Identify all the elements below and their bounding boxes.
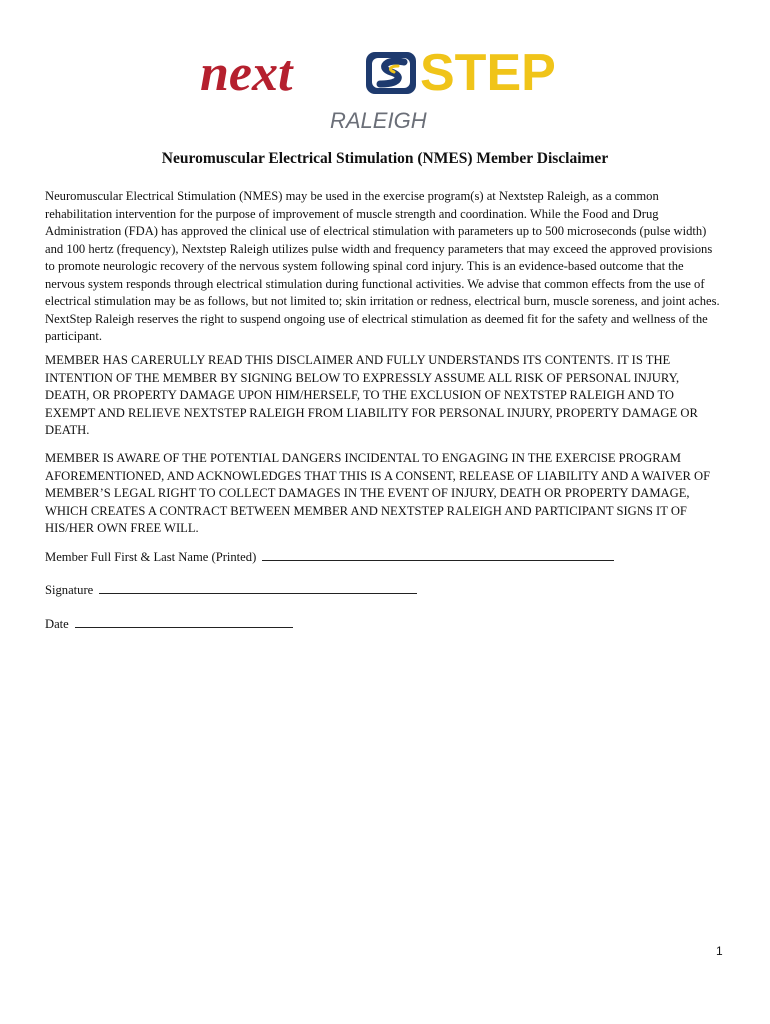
- date-field[interactable]: [75, 615, 293, 628]
- date-label: Date: [45, 617, 69, 631]
- document-title: Neuromuscular Electrical Stimulation (NMES) Member Disclaimer: [161, 150, 609, 167]
- disclaimer-paragraph-nmes: Neuromuscular Electrical Stimulation (NMES) may be used in the exercise program(s) at Nextstep Raleigh, as a common rehabilitation intervention for the purpose of improvement of muscle strength and coordination. While the Food and Drug Administration (FDA) has approved the clinical use of electrical stimulation with parameters up to 500 microseconds (pulse width) and 100 hertz (frequency), Nextstep Raleigh utilizes pulse width and frequency parameters that may exceed the approved provisions to promote neurologic recovery of the nervous system following spinal cord injury. This is an evidence-based outcome that the nervous system responds through electrical stimulation during functional activities. We advise that common effects from the use of electrical stimulation may be as follows, but not limited to; skin irritation or redness, electrical burn, muscle soreness, and joint aches. NextStep Raleigh reserves the right to suspend ongoing use of electrical stimulation as deemed fit for the safety and wellness of the participant.: [45, 189, 720, 343]
- logo-word-next: next: [200, 45, 293, 102]
- nextstep-logo: [198, 44, 578, 134]
- logo-graphic: [198, 44, 578, 134]
- disclaimer-paragraph-risk: MEMBER HAS CARERULLY READ THIS DISCLAIMER AND FULLY UNDERSTANDS ITS CONTENTS. IT IS THE INTENTION OF THE MEMBER BY SIGNING BELOW TO EXPRESSLY ASSUME ALL RISK OF PERSONAL INJURY, DEATH, OR PROPERTY DAMAGE UPON HIM/HERSELF, TO THE EXCLUSION OF NEXTSTEP RALEIGH AND TO EXEMPT AND RELIEVE NEXTSTEP RALEIGH FROM LIABILITY FOR PERSONAL INJURY, PROPERTY DAMAGE OR DEATH.: [45, 353, 698, 437]
- logo-word-raleigh: RALEIGH: [330, 108, 427, 133]
- disclaimer-paragraph-waiver: MEMBER IS AWARE OF THE POTENTIAL DANGERS INCIDENTAL TO ENGAGING IN THE EXERCISE PROGRAM AFOREMENTIONED, AND ACKNOWLEDGES THAT THIS IS A CONSENT, RELEASE OF LIABILITY AND A WAIVER OF MEMBER’S LEGAL RIGHT TO COLLECT DAMAGES IN THE EVENT OF INJURY, DEATH OR PROPERTY DAMAGE, WHICH CREATES A CONTRACT BETWEEN MEMBER AND NEXTSTEP RALEIGH AND PARTICIPANT SIGNS IT OF HIS/HER OWN FREE WILL.: [45, 451, 711, 535]
- logo-word-step: STEP: [420, 44, 556, 102]
- member-name-label: Member Full First & Last Name (Printed): [45, 550, 257, 564]
- signature-field[interactable]: [99, 581, 417, 594]
- signature-label: Signature: [45, 583, 94, 597]
- signature-row: [45, 581, 417, 599]
- date-row: [45, 615, 293, 633]
- page-number: 1: [716, 944, 723, 958]
- member-name-field[interactable]: [262, 548, 614, 561]
- member-name-row: [45, 548, 614, 566]
- step-emblem-icon: [366, 52, 416, 94]
